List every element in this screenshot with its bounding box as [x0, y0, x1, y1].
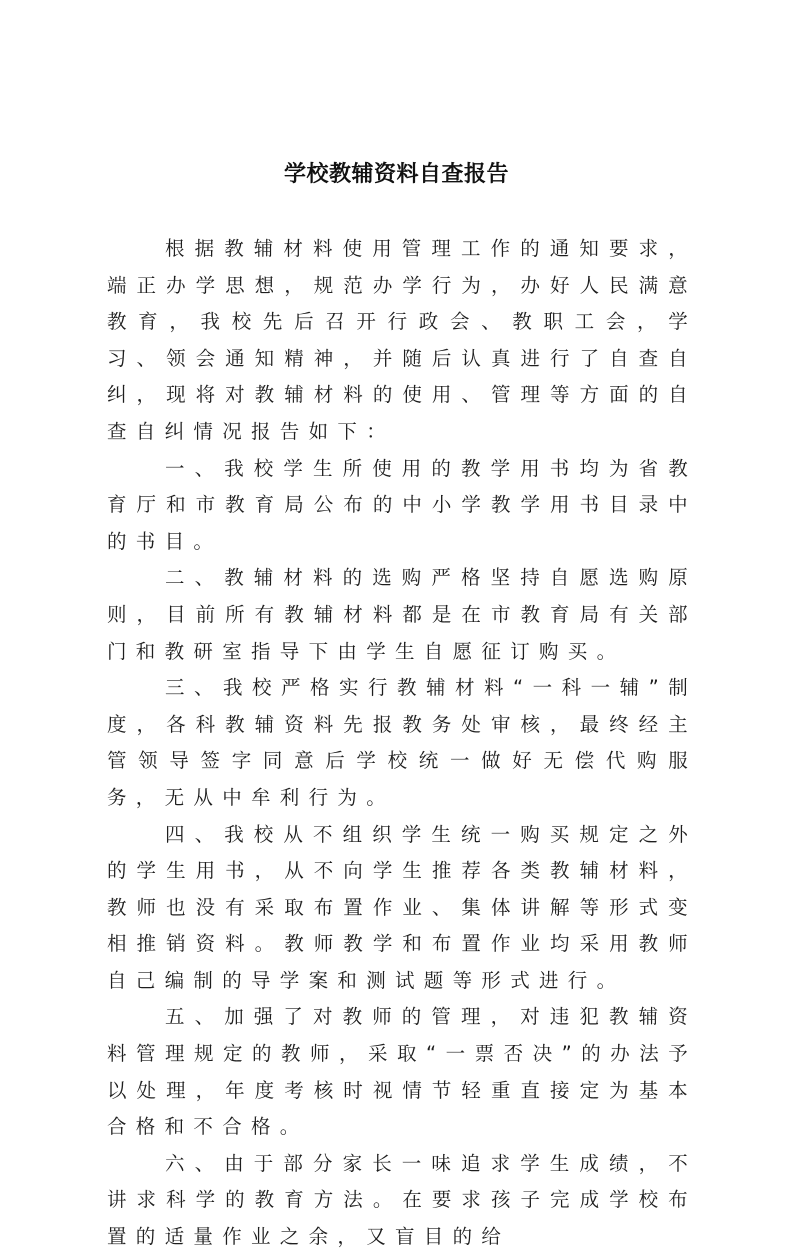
- document-title: 学校教辅资料自查报告: [283, 162, 509, 187]
- paragraph-item-6: 六、由于部分家长一味追求学生成绩，不讲求科学的教育方法。在要求孩子完成学校布置的适量作业之余，又盲目的给: [107, 1151, 697, 1249]
- paragraph-item-5: 五、加强了对教师的管理，对违犯教辅资料管理规定的教师，采取“一票否决”的办法予以处理，年度考核时视情节轻重直接定为基本合格和不合格。: [107, 1005, 697, 1139]
- document-body: [107, 231, 697, 1256]
- paragraph-item-1: 一、我校学生所使用的教学用书均为省教育厅和市教育局公布的中小学教学用书目录中的书目。: [107, 456, 697, 553]
- paragraph-item-4: 四、我校从不组织学生统一购买规定之外的学生用书，从不向学生推荐各类教辅材料，教师也没有采取布置作业、集体讲解等形式变相推销资料。教师教学和布置作业均采用教师自己编制的导学案和测试题等形式进行。: [107, 822, 697, 992]
- paragraph-intro: 根据教辅材料使用管理工作的通知要求，端正办学思想，规范办学行为，办好人民满意教育，我校先后召开行政会、教职工会，学习、领会通知精神，并随后认真进行了自查自纠，现将对教辅材料的使用、管理等方面的自查自纠情况报告如下：: [107, 237, 697, 443]
- paragraph-item-2: 二、教辅材料的选购严格坚持自愿选购原则，目前所有教辅材料都是在市教育局有关部门和教研室指导下由学生自愿征订购买。: [107, 566, 697, 663]
- paragraph-item-3: 三、我校严格实行教辅材料“一科一辅”制度，各科教辅资料先报教务处审核，最终经主管领导签字同意后学校统一做好无偿代购服务，无从中牟利行为。: [107, 676, 697, 809]
